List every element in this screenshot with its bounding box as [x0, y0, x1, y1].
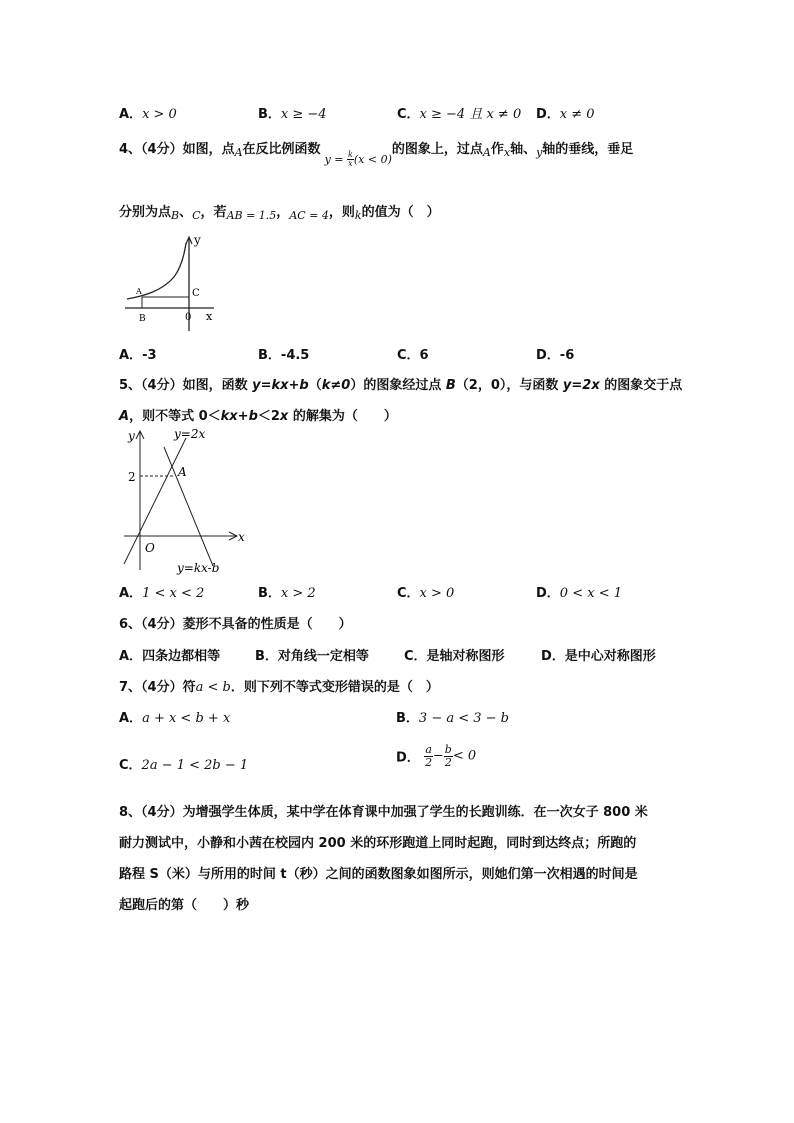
q5-stem-line2: A，则不等式 0＜kx+b＜2x 的解集为（ ）: [119, 409, 397, 424]
q4-label-c: C: [192, 288, 200, 299]
q5-graph: [120, 424, 250, 576]
q6-option-d: D．是中心对称图形: [541, 649, 656, 664]
q4-option-c: C．6: [397, 348, 429, 363]
q5-option-b: B．x > 2: [258, 586, 316, 601]
q5-label-line1: y=2x: [174, 427, 206, 441]
q3-option-a: A．x > 0: [119, 107, 177, 122]
q4-graph: [122, 233, 227, 333]
q4-stem-line2: 分别为点$_B$、$_C$，若$_{AB = 1.5}$，$_{AC = 4}$，则$_k$的值为（ ）: [119, 205, 440, 222]
q4-label-o: 0: [185, 312, 192, 323]
q4-label-x: x: [206, 310, 213, 323]
q8-stem-line4: 起跑后的第（ ）秒: [119, 898, 250, 913]
q5-option-d: D．0 < x < 1: [536, 586, 622, 601]
q4-label-b: B: [139, 314, 146, 324]
q5-option-c: C．x > 0: [397, 586, 455, 601]
q5-option-a: A．1 < x < 2: [119, 586, 205, 601]
q3-option-c: C．x ≥ −4 且 x ≠ 0: [397, 107, 522, 122]
q7-option-a: A．a + x < b + x: [119, 711, 231, 726]
q5-line-kxb: [164, 447, 213, 566]
q4-label-a: A: [136, 287, 142, 296]
q4-option-b: B．-4.5: [258, 348, 310, 363]
q7-option-c: C．2a − 1 < 2b − 1: [119, 758, 249, 773]
q8-stem-line3: 路程 S（米）与所用的时间 t（秒）之间的函数图象如图所示，则她们第一次相遇的时间是: [119, 867, 638, 882]
q6-option-b: B．对角线一定相等: [255, 649, 369, 664]
q5-label-x: x: [238, 530, 245, 544]
q7-option-b: B．3 − a < 3 − b: [396, 711, 510, 726]
q8-stem-line2: 耐力测试中，小静和小茜在校园内 200 米的环形跑道上同时起跑，同时到达终点；所跑的: [119, 836, 637, 851]
q6-stem: 6、（4分）菱形不具备的性质是（ ）: [119, 617, 352, 632]
q5-label-a: A: [178, 465, 187, 479]
q4-option-a: A．-3: [119, 348, 157, 363]
q4-stem-line1: 4、（4分）如图，点$_A$在反比例函数$_{y =}$ $\frac{k}{x}$ $_{(x < 0)}$的图象上，过点$_A$作$_x$轴、$_y$轴的垂线，垂足: [119, 142, 634, 168]
q5-label-o: O: [145, 541, 155, 555]
q5-label-y: y: [128, 429, 135, 443]
q8-stem-line1: 8、（4分）为增强学生体质，某中学在体育课中加强了学生的长跑训练．在一次女子 800 米: [119, 805, 648, 820]
q5-label-2: 2: [128, 470, 136, 484]
q4-label-y: y: [194, 233, 201, 247]
q7-option-d: D． $\frac{a}{2}$ − $\frac{b}{2}$ < 0: [396, 743, 477, 769]
q6-option-c: C．是轴对称图形: [404, 649, 505, 664]
q5-stem-line1: 5、（4分）如图，函数 y=kx+b（k≠0）的图象经过点 B（2，0），与函数 y=2x 的图象交于点: [119, 378, 683, 393]
q3-option-b: B．x ≥ −4: [258, 107, 327, 122]
q7-stem: 7、（4分）符a < b．则下列不等式变形错误的是（ ）: [119, 680, 439, 695]
q4-option-d: D．-6: [536, 348, 575, 363]
q6-option-a: A．四条边都相等: [119, 649, 221, 664]
q5-label-line2: y=kx-b: [177, 561, 220, 575]
q3-option-d: D．x ≠ 0: [536, 107, 595, 122]
q5-line-2x: [124, 438, 186, 564]
